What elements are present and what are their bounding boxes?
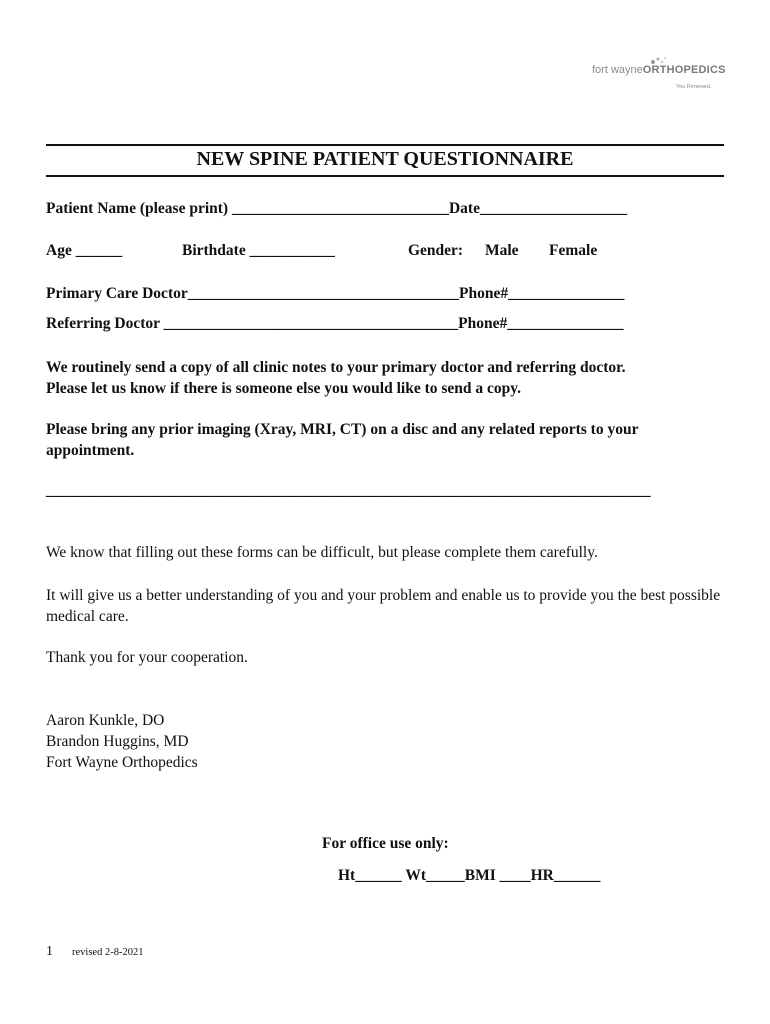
- page-title: NEW SPINE PATIENT QUESTIONNAIRE: [196, 148, 574, 170]
- gender-male-option[interactable]: Male: [485, 242, 519, 259]
- revision-date: revised 2-8-2021: [72, 947, 144, 958]
- signature-block: [46, 710, 346, 773]
- forms-difficulty-text: We know that filling out these forms can be difficult, but please complete them carefully.: [46, 544, 598, 561]
- signature-doctor-2: Brandon Huggins, MD: [46, 733, 189, 750]
- title-top-rule: [46, 144, 724, 146]
- gender-label: Gender:: [408, 242, 464, 259]
- title-bottom-rule: [46, 175, 724, 177]
- office-use-heading: For office use only:: [322, 835, 449, 852]
- logo-name-bold: ORTHOPEDICS: [642, 64, 726, 76]
- patient-name-date-field[interactable]: Patient Name (please print) ____________________________Date___________________: [46, 200, 628, 217]
- copy-notice-line-2: Please let us know if there is someone else you would like to send a copy.: [46, 380, 522, 397]
- separator-line: ______________________________________________________________________________: [46, 482, 651, 499]
- understanding-text: It will give us a better understanding of you and your problem and enable us to provide you the best possible medical care.: [46, 587, 721, 625]
- signature-doctor-1: Aaron Kunkle, DO: [46, 712, 165, 729]
- primary-care-doctor-field[interactable]: Primary Care Doctor___________________________________Phone#_______________: [46, 285, 625, 302]
- page-number: 1: [46, 944, 53, 959]
- logo-name-light: fort wayne: [592, 64, 643, 76]
- birthdate-field[interactable]: Birthdate ___________: [182, 242, 335, 259]
- signature-practice: Fort Wayne Orthopedics: [46, 754, 198, 771]
- office-measurements-fields[interactable]: Ht______ Wt_____BMI ____HR______: [338, 867, 601, 884]
- referring-doctor-field[interactable]: Referring Doctor ______________________________________Phone#_______________: [46, 315, 624, 332]
- gender-female-option[interactable]: Female: [549, 242, 598, 259]
- logo-tagline: You Renewed.: [676, 84, 712, 90]
- fort-wayne-orthopedics-logo: [592, 58, 726, 98]
- logo-wordmark: [592, 64, 726, 76]
- copy-notice: [46, 357, 736, 399]
- copy-notice-line-1: We routinely send a copy of all clinic notes to your primary doctor and referring doctor.: [46, 359, 626, 376]
- thank-you-text: Thank you for your cooperation.: [46, 649, 248, 666]
- age-field[interactable]: Age ______: [46, 242, 123, 259]
- imaging-notice: Please bring any prior imaging (Xray, MRI, CT) on a disc and any related reports to your appointment.: [46, 421, 639, 459]
